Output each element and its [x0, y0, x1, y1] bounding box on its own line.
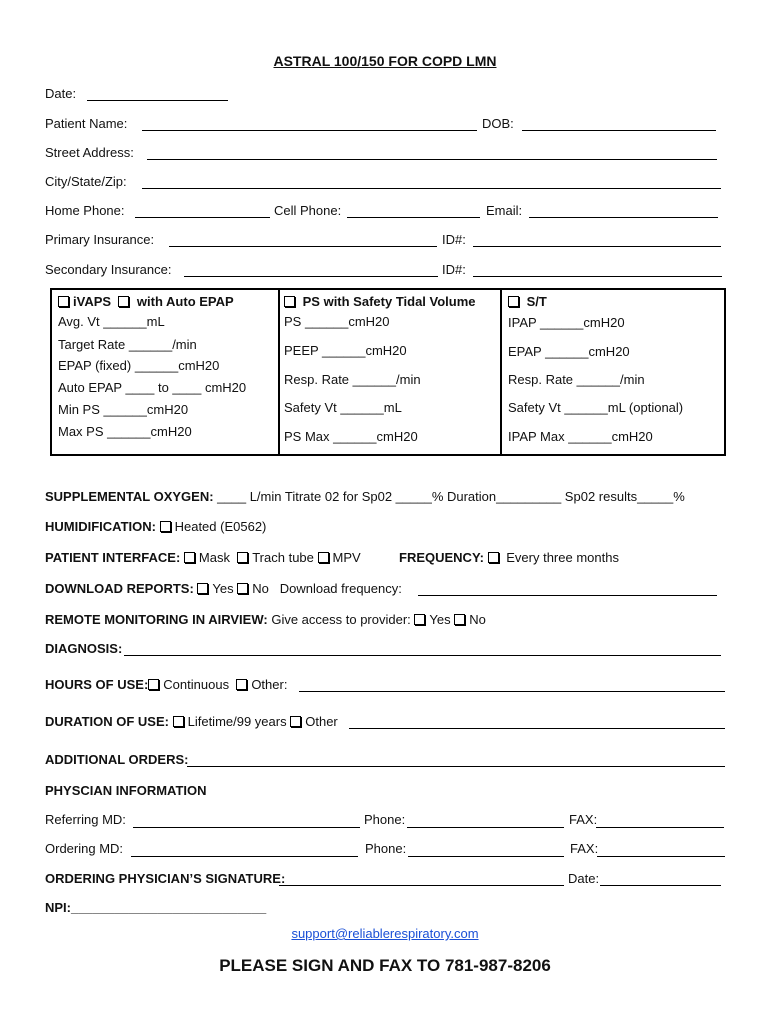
hours-of-use-label: HOURS OF USE:: [45, 677, 149, 692]
form-title: ASTRAL 100/150 FOR COPD LMN: [273, 53, 497, 69]
st-row: IPAP Max ______cmH20: [508, 429, 653, 444]
npi-field[interactable]: NPI:___________________________: [45, 900, 267, 915]
ordering-phone-field[interactable]: [408, 856, 564, 857]
referring-md-field[interactable]: [133, 827, 360, 828]
dob-label: DOB:: [482, 116, 514, 131]
frequency-row: [399, 550, 619, 565]
continuous-option: Continuous: [163, 677, 230, 692]
city-label: City/State/Zip:: [45, 174, 127, 189]
st-checkbox[interactable]: [508, 296, 519, 307]
mpv-checkbox[interactable]: [318, 552, 329, 563]
ps-row: PS Max ______cmH20: [284, 429, 418, 444]
heated-option: Heated (E0562): [174, 519, 267, 534]
ivaps-row: EPAP (fixed) ______cmH20: [58, 358, 220, 373]
st-row: Resp. Rate ______/min: [508, 372, 645, 387]
ivaps-column: [52, 290, 280, 454]
referring-fax-label: FAX:: [569, 812, 598, 827]
additional-orders-field[interactable]: [187, 766, 725, 767]
city-field[interactable]: [142, 188, 721, 189]
date-label: Date:: [45, 86, 77, 101]
patient-interface-row: [45, 550, 361, 565]
referring-phone-label: Phone:: [364, 812, 406, 827]
mask-option: Mask: [198, 550, 230, 565]
mask-checkbox[interactable]: [184, 552, 195, 563]
remote-no-checkbox[interactable]: [454, 614, 465, 625]
email-label: Email:: [486, 203, 523, 218]
ivaps-header: iVAPS with Auto EPAP: [58, 294, 234, 309]
signature-date-field[interactable]: [600, 885, 721, 886]
ordering-md-label: Ordering MD:: [45, 841, 124, 856]
hours-other-option: Other:: [251, 677, 288, 692]
lifetime-checkbox[interactable]: [173, 716, 184, 727]
ps-row: PEEP ______cmH20: [284, 343, 407, 358]
supplemental-oxygen-row: [45, 489, 685, 504]
additional-orders-label: ADDITIONAL ORDERS:: [45, 752, 189, 767]
patient-name-field[interactable]: [142, 130, 477, 131]
download-frequency-label: Download frequency:: [279, 581, 402, 596]
frequency-checkbox[interactable]: [488, 552, 499, 563]
signature-field[interactable]: [279, 885, 564, 886]
hours-of-use-row: [45, 677, 287, 692]
duration-other-option: Other: [305, 714, 338, 729]
secondary-insurance-label: Secondary Insurance:: [45, 262, 172, 277]
download-yes-option: Yes: [212, 581, 234, 596]
download-no-checkbox[interactable]: [237, 583, 248, 594]
date-field[interactable]: [87, 100, 228, 101]
ps-row: Safety Vt ______mL: [284, 400, 402, 415]
hours-other-field[interactable]: [299, 691, 725, 692]
remote-no-option: No: [469, 612, 486, 627]
remote-yes-option: Yes: [429, 612, 451, 627]
ivaps-row: Auto EPAP ____ to ____ cmH20: [58, 380, 247, 395]
home-phone-label: Home Phone:: [45, 203, 125, 218]
remote-monitoring-text: Give access to provider:: [271, 612, 411, 627]
primary-insurance-label: Primary Insurance:: [45, 232, 155, 247]
st-row: Safety Vt ______mL (optional): [508, 400, 684, 415]
support-email-link[interactable]: support@reliablerespiratory.com: [291, 926, 479, 941]
download-yes-checkbox[interactable]: [197, 583, 208, 594]
duration-of-use-row: [45, 714, 338, 729]
id-field-2[interactable]: [473, 276, 722, 277]
remote-monitoring-label: REMOTE MONITORING IN AIRVIEW:: [45, 612, 268, 627]
frequency-label: FREQUENCY:: [399, 550, 484, 565]
st-column: [500, 290, 726, 454]
signature-date-label: Date:: [568, 871, 600, 886]
supplemental-oxygen-text: ____ L/min Titrate 02 for Sp02 _____% Duration_________ Sp02 results_____%: [217, 489, 685, 504]
download-no-option: No: [252, 581, 269, 596]
home-phone-field[interactable]: [135, 217, 270, 218]
id-label-1: ID#:: [442, 232, 466, 247]
ivaps-row: Target Rate ______/min: [58, 337, 197, 352]
ps-column: [278, 290, 502, 454]
ivaps-row: Avg. Vt ______mL: [58, 314, 165, 329]
ventilation-modes-box: [50, 288, 726, 456]
referring-fax-field[interactable]: [596, 827, 724, 828]
st-row: IPAP ______cmH20: [508, 315, 625, 330]
duration-other-checkbox[interactable]: [290, 716, 301, 727]
humidification-label: HUMIDIFICATION:: [45, 519, 156, 534]
ivaps-checkbox[interactable]: [58, 296, 69, 307]
secondary-insurance-field[interactable]: [184, 276, 438, 277]
primary-insurance-field[interactable]: [169, 246, 437, 247]
mpv-option: MPV: [332, 550, 361, 565]
physician-heading: PHYSCIAN INFORMATION: [45, 783, 207, 798]
street-label: Street Address:: [45, 145, 134, 160]
heated-checkbox[interactable]: [160, 521, 171, 532]
ordering-fax-field[interactable]: [597, 856, 725, 857]
ordering-md-field[interactable]: [131, 856, 358, 857]
ps-row: Resp. Rate ______/min: [284, 372, 421, 387]
lifetime-option: Lifetime/99 years: [187, 714, 287, 729]
patient-interface-label: PATIENT INTERFACE:: [45, 550, 181, 565]
dob-field[interactable]: [522, 130, 716, 131]
download-frequency-field[interactable]: [418, 595, 717, 596]
remote-monitoring-row: [45, 612, 486, 627]
cell-phone-label: Cell Phone:: [274, 203, 342, 218]
referring-phone-field[interactable]: [407, 827, 564, 828]
humidification-row: [45, 519, 266, 534]
ps-header: PS with Safety Tidal Volume: [284, 294, 476, 309]
duration-other-field[interactable]: [349, 728, 725, 729]
id-field-1[interactable]: [473, 246, 721, 247]
supplemental-oxygen-label: SUPPLEMENTAL OXYGEN:: [45, 489, 214, 504]
download-reports-row: [45, 581, 402, 596]
fax-instruction: PLEASE SIGN AND FAX TO 781-987-8206: [219, 956, 551, 975]
st-header: S/T: [508, 294, 547, 309]
ps-row: PS ______cmH20: [284, 314, 390, 329]
id-label-2: ID#:: [442, 262, 466, 277]
diagnosis-field[interactable]: [124, 655, 721, 656]
trach-tube-checkbox[interactable]: [237, 552, 248, 563]
duration-of-use-label: DURATION OF USE:: [45, 714, 169, 729]
email-field[interactable]: [529, 217, 718, 218]
st-row: EPAP ______cmH20: [508, 344, 630, 359]
ivaps-row: Min PS ______cmH20: [58, 402, 189, 417]
diagnosis-label: DIAGNOSIS:: [45, 641, 123, 656]
ps-checkbox[interactable]: [284, 296, 295, 307]
patient-name-label: Patient Name:: [45, 116, 128, 131]
hours-other-checkbox[interactable]: [236, 679, 247, 690]
cell-phone-field[interactable]: [347, 217, 480, 218]
remote-yes-checkbox[interactable]: [414, 614, 425, 625]
ordering-phone-label: Phone:: [365, 841, 407, 856]
referring-md-label: Referring MD:: [45, 812, 126, 827]
street-field[interactable]: [147, 159, 717, 160]
frequency-option: Every three months: [506, 550, 619, 565]
download-reports-label: DOWNLOAD REPORTS:: [45, 581, 194, 596]
signature-label: ORDERING PHYSICIAN’S SIGNATURE:: [45, 871, 286, 886]
auto-epap-checkbox[interactable]: [118, 296, 129, 307]
trach-tube-option: Trach tube: [252, 550, 314, 565]
ivaps-row: Max PS ______cmH20: [58, 424, 192, 439]
continuous-checkbox[interactable]: [148, 679, 159, 690]
ordering-fax-label: FAX:: [570, 841, 599, 856]
